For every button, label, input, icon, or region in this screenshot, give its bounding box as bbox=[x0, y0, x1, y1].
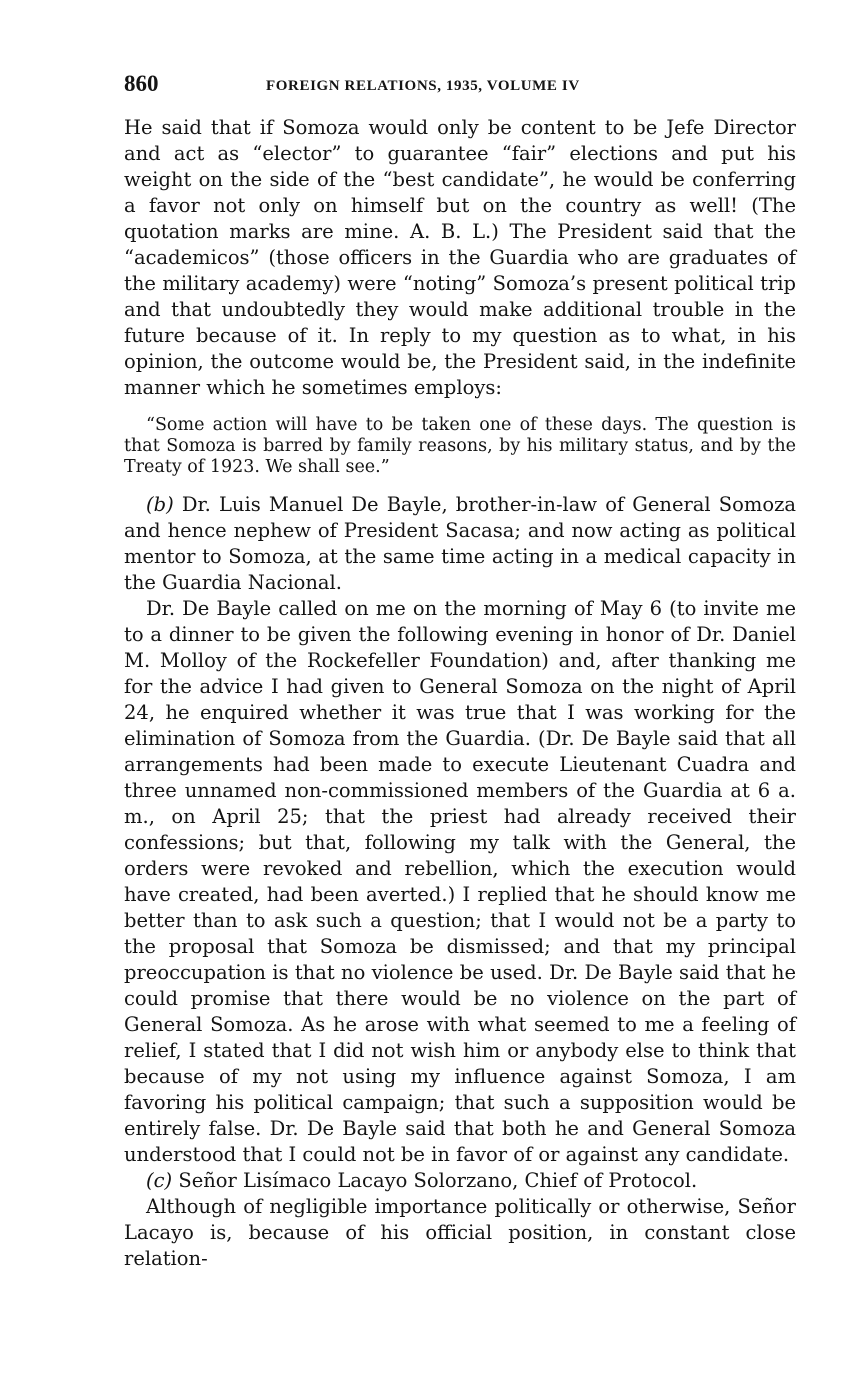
paragraph-lacayo-relation: Although of negligible importance politically or otherwise, Señor Lacayo is, because of his official position, in constant close relation- bbox=[124, 1195, 796, 1270]
running-head: FOREIGN RELATIONS, 1935, VOLUME IV bbox=[266, 78, 580, 94]
paragraph-lacayo-intro bbox=[124, 1168, 796, 1194]
paragraph-president-remarks: He said that if Somoza would only be content to be Jefe Director and act as “elector” to guarantee “fair” elections and put his weight on the side of the “best candidate”, he would be conferring a favor not only on himself but on the country as well! (The quotation marks are mine. A. B. L.) The President said that the “academicos” (those officers in the Guardia who are graduates of the military academy) were “noting” Somoza’s present political trip and that undoubtedly they would make additional trouble in the future because of it. In reply to my question as to what, in his opinion, the outcome would be, the President said, in the indefinite manner which he sometimes employs: bbox=[124, 116, 796, 399]
paragraph-de-bayle-intro bbox=[124, 492, 796, 596]
paragraph-de-bayle-visit: Dr. De Bayle called on me on the morning of May 6 (to invite me to a dinner to be given the following evening in honor of Dr. Daniel M. Molloy of the Rockefeller Foundation) and, after thanking me for the advice I had given to General Somoza on the night of April 24, he enquired whether it was true that I was working for the elimination of Somoza from the Guardia. (Dr. De Bayle said that all arrangements had been made to execute Lieutenant Cuadra and three unnamed non-commissioned members of the Guardia at 6 a. m., on April 25; that the priest had already received their confessions; but that, following my talk with the General, the orders were revoked and rebellion, which the execution would have created, had been averted.) I replied that he should know me better than to ask such a question; that I would not be a party to the proposal that Somoza be dismissed; and that my principal preoccupation is that no violence be used. Dr. De Bayle said that he could promise that there would be no violence on the part of General Somoza. As he arose with what seemed to me a feeling of relief, I stated that I did not wish him or anybody else to think that because of my not using my influence against Somoza, I am favoring his political campaign; that such a supposition would be entirely false. Dr. De Bayle said that both he and General Somoza understood that I could not be in favor of or against any candidate. bbox=[124, 597, 796, 1166]
quoted-statement: “Some action will have to be taken one of these days. The question is that Somoza is barred by family reasons, by his military status, and by the Treaty of 1923. We shall see.” bbox=[124, 415, 796, 477]
page-number: 860 bbox=[124, 71, 159, 96]
item-text-c: Señor Lisímaco Lacayo Solorzano, Chief of Protocol. bbox=[178, 1169, 698, 1192]
page-header bbox=[124, 70, 796, 100]
item-label-c: (c) bbox=[146, 1169, 173, 1192]
body-text bbox=[124, 115, 796, 1272]
item-text-b: Dr. Luis Manuel De Bayle, brother-in-law of General Somoza and hence nephew of President Sacasa; and now acting as political mentor to Somoza, at the same time acting in a medical capacity in the Guardia Nacional. bbox=[124, 493, 797, 594]
item-label-b: (b) bbox=[146, 493, 174, 516]
